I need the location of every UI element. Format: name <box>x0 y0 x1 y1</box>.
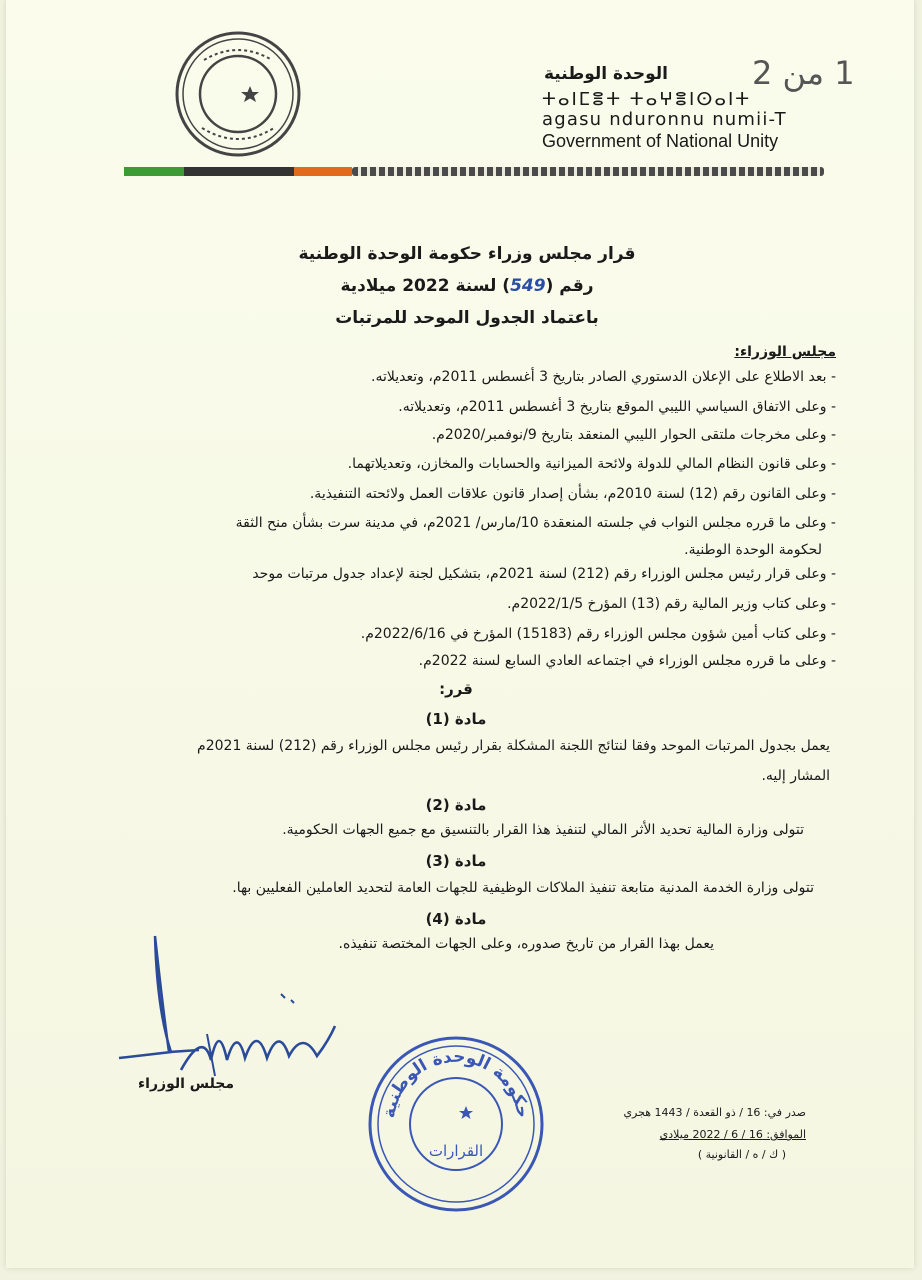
signature-icon <box>111 930 341 1100</box>
header-english-name: Government of National Unity <box>542 131 779 151</box>
article-heading: مادة (2) <box>425 796 487 814</box>
preamble-item: - وعلى قرار رئيس مجلس الوزراء رقم (212) لسنة 2021م، بتشكيل لجنة لإعداد جدول مرتبات موحد <box>252 566 836 582</box>
preamble-item: - وعلى القانون رقم (12) لسنة 2010م، بشأن إصدار قانون علاقات العمل ولائحته التنفيذية. <box>309 486 836 502</box>
number-prefix: رقم ( <box>545 276 594 296</box>
decision-title: قرار مجلس وزراء حكومة الوحدة الوطنية <box>298 244 636 264</box>
header-tifinagh-name: ⵜⴰⵏⵎⴻⵜ ⵜⴰⵖⴻⵏⵙⴰⵏⵜ <box>542 89 752 110</box>
preamble-item: - وعلى ما قرره مجلس النواب في جلسته المنعقدة 10/مارس/ 2021م، في مدينة سرت بشأن منح الثقة <box>235 515 836 531</box>
article-text: المشار إليه. <box>761 768 830 784</box>
libya-emblem-icon <box>174 30 302 158</box>
article-text: تتولى وزارة المالية تحديد الأثر المالي لتنفيذ هذا القرار بالتنسيق مع جميع الجهات الحكومية. <box>282 822 804 838</box>
preamble-item: - وعلى الاتفاق السياسي الليبي الموقع بتاريخ 3 أغسطس 2011م، وتعديلاته. <box>398 399 836 415</box>
header-arabic-name: الوحدة الوطنية <box>544 64 668 84</box>
stripe-orange <box>294 167 352 176</box>
header-stripe <box>124 167 824 176</box>
stripe-black <box>184 167 294 176</box>
preamble-item: - وعلى مخرجات ملتقى الحوار الليبي المنعقد بتاريخ 9/نوفمبر/2020م. <box>431 427 836 443</box>
article-heading: مادة (4) <box>425 910 487 928</box>
date-gregorian: الموافق: 16 / 6 / 2022 ميلادي <box>659 1128 806 1141</box>
decided-heading: قرر: <box>439 680 473 698</box>
number-suffix: ) لسنة 2022 ميلادية <box>340 276 511 296</box>
official-stamp-icon <box>366 1034 546 1214</box>
decision-subject: باعتماد الجدول الموحد للمرتبات <box>335 308 599 328</box>
stamp-inner-text: القرارات <box>428 1142 484 1160</box>
document-page <box>6 0 914 1268</box>
preamble-item: - وعلى كتاب وزير المالية رقم (13) المؤرخ 2022/1/5م. <box>507 596 836 612</box>
date-hijri: صدر في: 16 / ذو القعدة / 1443 هجري <box>623 1106 806 1119</box>
signature-label: مجلس الوزراء <box>138 1076 235 1092</box>
preamble-item: - بعد الاطلاع على الإعلان الدستوري الصادر بتاريخ 3 أغسطس 2011م، وتعديلاته. <box>371 369 836 385</box>
stamp-outer-text: حكومة الوحدة الوطنية <box>379 1046 533 1120</box>
page-indicator: 1 من 2 <box>752 54 855 92</box>
article-text: يعمل بهذا القرار من تاريخ صدوره، وعلى الجهات المختصة تنفيذه. <box>338 936 714 952</box>
preamble-item: - وعلى ما قرره مجلس الوزراء في اجتماعه العادي السابع لسنة 2022م. <box>418 653 836 669</box>
header-amazigh-name: agasu nduronnu numii-T <box>542 109 787 130</box>
decision-number: 549 <box>510 276 546 296</box>
preamble-item: - وعلى قانون النظام المالي للدولة ولائحة الميزانية والحسابات والمخازن، وتعديلاتهما. <box>347 456 836 472</box>
preamble-item: لحكومة الوحدة الوطنية. <box>684 542 822 558</box>
ref-footer: ( ك / ه / القانونية ) <box>697 1148 786 1161</box>
article-heading: مادة (3) <box>425 852 487 870</box>
article-text: يعمل بجدول المرتبات الموحد وفقا لنتائج اللجنة المشكلة بقرار رئيس مجلس الوزراء رقم (212) لسنة 2021م <box>197 738 830 754</box>
stripe-chain <box>352 167 824 176</box>
council-heading: مجلس الوزراء: <box>734 344 836 360</box>
stripe-green <box>124 167 184 176</box>
preamble-item: - وعلى كتاب أمين شؤون مجلس الوزراء رقم (15183) المؤرخ في 2022/6/16م. <box>360 626 836 642</box>
decision-number-line <box>206 276 728 296</box>
article-heading: مادة (1) <box>425 710 487 728</box>
article-text: تتولى وزارة الخدمة المدنية متابعة تنفيذ الملاكات الوظيفية للجهات العامة لتحديد العاملين الفعليين بها. <box>232 880 814 896</box>
